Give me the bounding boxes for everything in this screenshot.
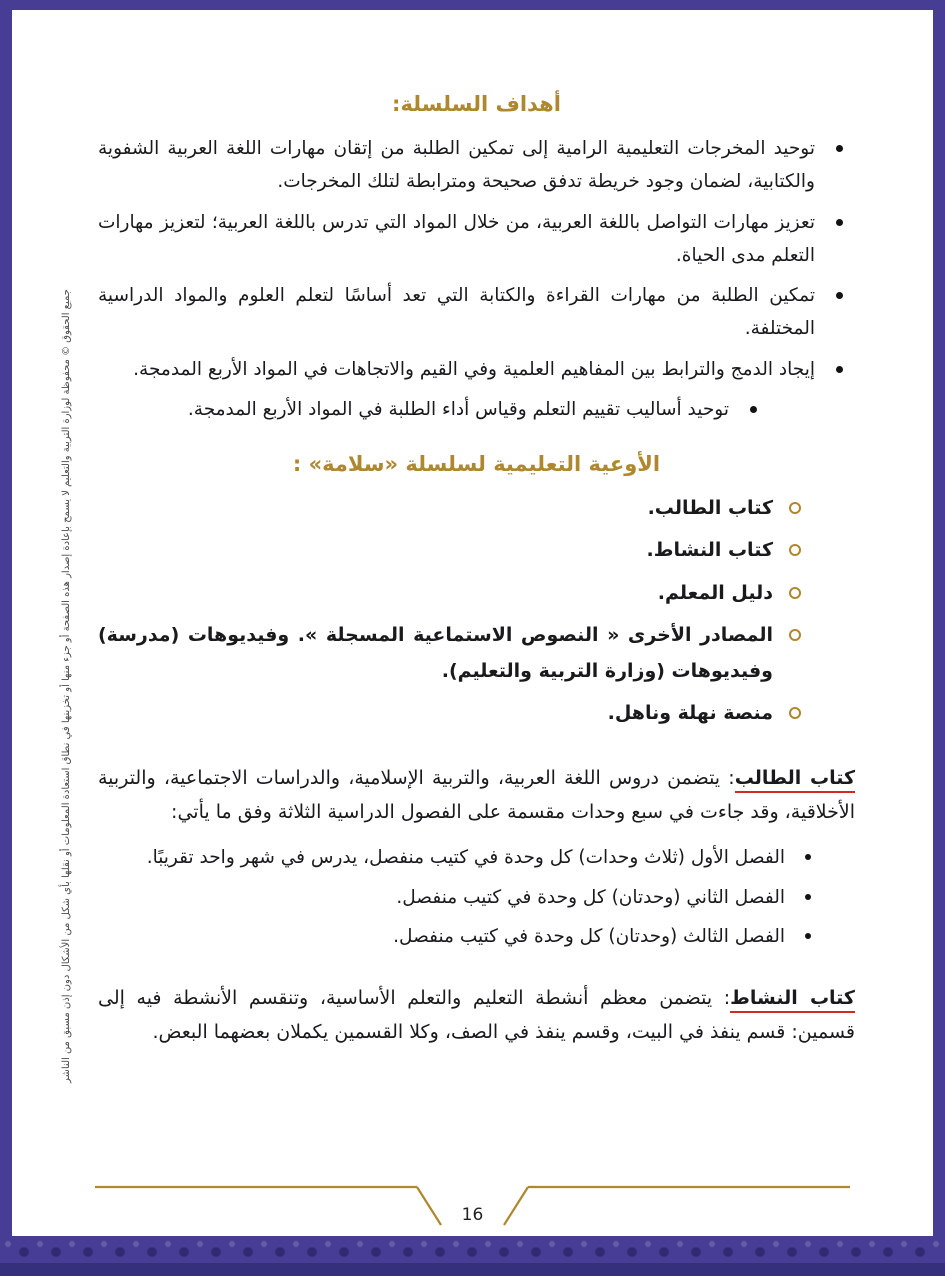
goal-item: إيجاد الدمج والترابط بين المفاهيم العلمية وفي القيم والاتجاهات في المواد الأربع المدمجة.	[98, 353, 855, 386]
student-book-term: كتاب الطالب	[735, 767, 855, 793]
containers-heading: الأوعية التعليمية لسلسلة «سلامة» :	[292, 452, 661, 477]
goal-item: توحيد المخرجات التعليمية الرامية إلى تمكين الطلبة من إتقان مهارات اللغة العربية الشفوية والكتابية، لضمان وجود خريطة تدفق صحيحة ومترابطة لتلك المخرجات.	[98, 132, 855, 199]
container-item: كتاب النشاط.	[98, 532, 807, 568]
student-book-paragraph	[98, 761, 855, 829]
semester-item: الفصل الثالث (وحدتان) كل وحدة في كتيب منفصل.	[98, 920, 819, 953]
activity-book-paragraph	[98, 981, 855, 1049]
page-number: 16	[461, 1205, 484, 1225]
container-item: كتاب الطالب.	[98, 490, 807, 526]
student-book-text: : يتضمن دروس اللغة العربية، والتربية الإسلامية، والدراسات الاجتماعية، والتربية الأخلاقية، وقد جاءت في سبع وحدات مقسمة على الفصول الدراسية الثلاثة وفق ما يأتي:	[98, 766, 855, 824]
page-content	[98, 92, 855, 1050]
activity-book-term: كتاب النشاط	[730, 987, 855, 1013]
containers-list	[98, 490, 807, 731]
border-top	[0, 0, 945, 10]
semester-item: الفصل الأول (ثلاث وحدات) كل وحدة في كتيب منفصل، يدرس في شهر واحد تقريبًا.	[98, 841, 819, 874]
copyright-vertical-text: جميع الحقوق © محفوظة لوزارة التربية والتعليم لا يسمح بإعادة إصدار هذه الصفحة أو جزء منها أو تخزينها في نطاق استعادة المعلومات أو نقلها بأي شكل من الأشكال دون إذن مسبق من الناشر	[61, 289, 72, 1084]
border-right	[933, 0, 945, 1236]
student-book-list	[98, 841, 819, 953]
activity-book-text: : يتضمن معظم أنشطة التعليم والتعلم الأساسية، وتنقسم الأنشطة فيه إلى قسمين: قسم ينفذ في البيت، وقسم ينفذ في الصف، وكلا القسمين يكملان بعضهما البعض.	[98, 987, 855, 1044]
goal-item: تمكين الطلبة من مهارات القراءة والكتابة التي تعد أساسًا لتعلم العلوم والمواد الدراسية المختلفة.	[98, 279, 855, 346]
container-item: منصة نهلة وناهل.	[98, 695, 807, 731]
container-item: المصادر الأخرى « النصوص الاستماعية المسجلة ». وفيديوهات (مدرسة) وفيديوهات (وزارة التربية والتعليم).	[98, 617, 807, 689]
goals-list	[98, 132, 855, 426]
border-left	[0, 0, 12, 1236]
decorative-bottom-band	[0, 1236, 945, 1276]
decorative-bottom-strip	[0, 1263, 945, 1276]
goal-item: توحيد أساليب تقييم التعلم وقياس أداء الطلبة في المواد الأربع المدمجة.	[98, 393, 769, 426]
goals-heading: أهداف السلسلة:	[392, 92, 561, 116]
goal-item: تعزيز مهارات التواصل باللغة العربية، من خلال المواد التي تدرس باللغة العربية؛ لتعزيز مهارات التعلم مدى الحياة.	[98, 206, 855, 273]
semester-item: الفصل الثاني (وحدتان) كل وحدة في كتيب منفصل.	[98, 881, 819, 914]
container-item: دليل المعلم.	[98, 575, 807, 611]
